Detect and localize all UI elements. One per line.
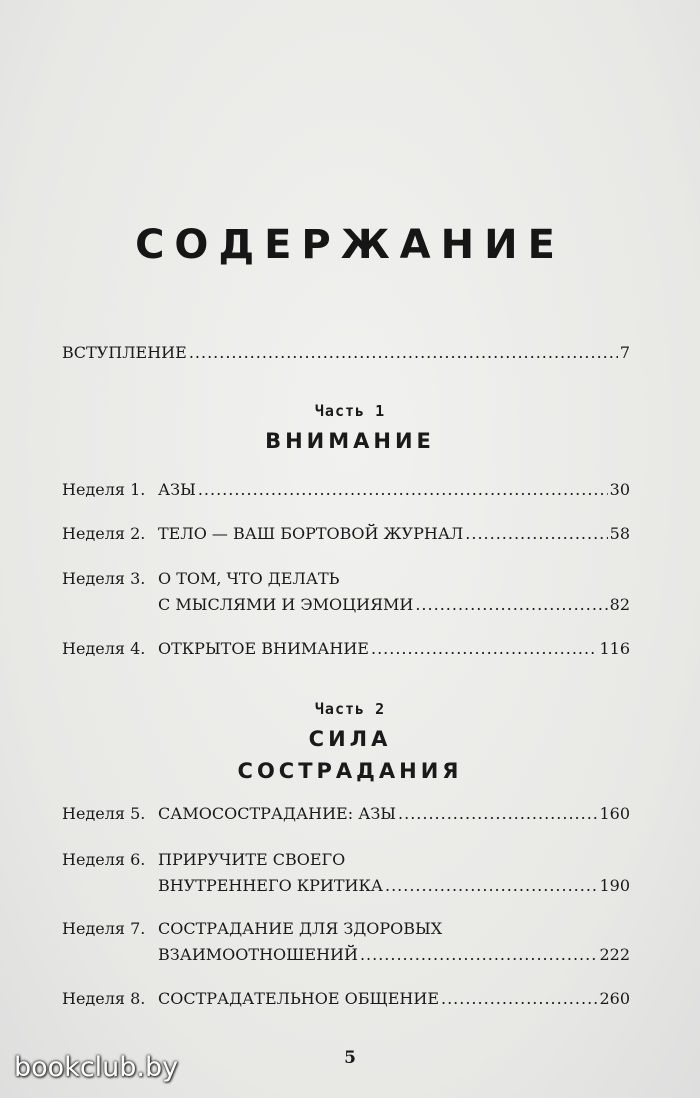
part-title-line: СОСТРАДАНИЯ <box>237 759 463 783</box>
leader-dots <box>189 340 618 366</box>
toc-week-label: Неделя 4. <box>62 639 146 658</box>
page-title: СОДЕРЖАНИЕ <box>135 222 565 268</box>
toc-week-label: Неделя 2. <box>62 524 146 543</box>
toc-week-label: Неделя 3. <box>62 569 146 588</box>
toc-entry-label: ТЕЛО — ВАШ БОРТОВОЙ ЖУРНАЛ <box>158 524 464 543</box>
part-1-label: Часть 1 <box>314 402 386 420</box>
toc-entry-page: 160 <box>599 804 630 823</box>
toc-week-label: Неделя 6. <box>62 850 146 869</box>
toc-entry-label: О ТОМ, ЧТО ДЕЛАТЬ <box>158 569 340 588</box>
toc-entry-label: СОСТРАДАТЕЛЬНОЕ ОБЩЕНИЕ <box>158 989 439 1008</box>
toc-entry-label: ВНУТРЕННЕГО КРИТИКА <box>158 876 383 895</box>
toc-entry-page: 82 <box>609 595 630 614</box>
toc-week-label: Неделя 7. <box>62 919 146 938</box>
toc-entry-label: С МЫСЛЯМИ И ЭМОЦИЯМИ <box>158 595 414 614</box>
toc-entry-week-3[interactable] <box>62 566 630 618</box>
toc-entry-page: 30 <box>609 480 630 499</box>
leader-dots <box>360 942 598 968</box>
toc-entry-page: 7 <box>619 343 630 362</box>
toc-entry-page: 260 <box>599 989 630 1008</box>
toc-entry-week-8[interactable] <box>62 986 630 1012</box>
part-title-line: ВНИМАНИЕ <box>265 429 435 453</box>
toc-entry-label: ВСТУПЛЕНИЕ <box>62 343 187 362</box>
toc-entry-week-7[interactable] <box>62 916 630 968</box>
toc-entry-intro[interactable] <box>62 340 630 366</box>
toc-entry-label: ОТКРЫТОЕ ВНИМАНИЕ <box>158 639 369 658</box>
toc-entry-week-5[interactable] <box>62 801 630 827</box>
leader-dots <box>398 801 597 827</box>
toc-entry-label: ПРИРУЧИТЕ СВОЕГО <box>158 850 346 869</box>
leader-dots <box>415 592 607 618</box>
leader-dots <box>198 477 608 503</box>
toc-entry-page: 116 <box>599 639 630 658</box>
part-2-label: Часть 2 <box>314 700 386 718</box>
toc-entry-week-6[interactable] <box>62 847 630 899</box>
toc-entry-page: 222 <box>599 945 630 964</box>
toc-entry-label: ВЗАИМООТНОШЕНИЙ <box>158 945 358 964</box>
toc-entry-label: СОСТРАДАНИЕ ДЛЯ ЗДОРОВЫХ <box>158 919 443 938</box>
toc-week-label: Неделя 1. <box>62 480 146 499</box>
leader-dots <box>465 521 607 547</box>
toc-entry-page: 190 <box>599 876 630 895</box>
leader-dots <box>385 873 597 899</box>
toc-entry-week-1[interactable] <box>62 477 630 503</box>
part-1-title <box>0 425 700 457</box>
leader-dots <box>371 636 597 662</box>
toc-entry-week-2[interactable] <box>62 521 630 547</box>
part-2-title <box>0 723 700 787</box>
toc-entry-week-4[interactable] <box>62 636 630 662</box>
toc-week-label: Неделя 8. <box>62 989 146 1008</box>
leader-dots <box>441 986 597 1012</box>
watermark: bookclub.by <box>14 1052 179 1083</box>
toc-entry-label: САМОСОСТРАДАНИЕ: АЗЫ <box>158 804 397 823</box>
toc-entry-page: 58 <box>609 524 630 543</box>
toc-entry-label: АЗЫ <box>158 480 196 499</box>
page-number: 5 <box>344 1048 356 1068</box>
part-title-line: СИЛА <box>308 727 392 751</box>
toc-week-label: Неделя 5. <box>62 804 146 823</box>
